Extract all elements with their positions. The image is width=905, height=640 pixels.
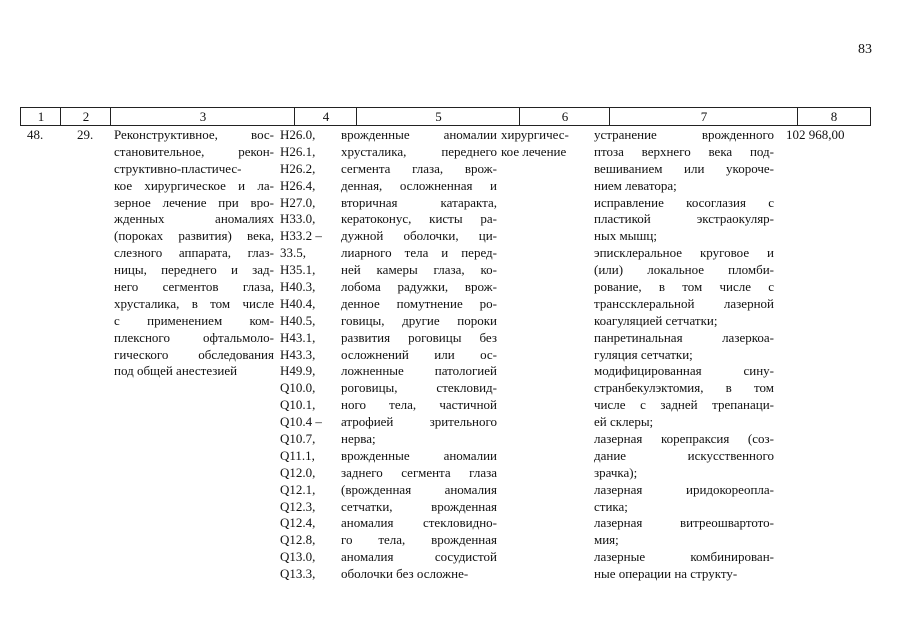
cell-method bbox=[594, 127, 774, 583]
cell-line bbox=[341, 347, 497, 364]
cell-line-text: нерва; bbox=[341, 431, 376, 447]
cell-line bbox=[594, 380, 774, 397]
cell-line-text: пластикой экстраокуляр- bbox=[594, 211, 774, 227]
header-col-6: 6 bbox=[519, 107, 610, 126]
cell-line bbox=[594, 262, 774, 279]
cell-line-text: врожденные аномалии bbox=[341, 447, 497, 463]
cell-line-text: (врожденная аномалия bbox=[341, 481, 497, 497]
cell-line-text: H43.3, bbox=[280, 346, 316, 362]
cell-line-text: H27.0, bbox=[280, 194, 316, 210]
cell-line-text: модифицированная сину- bbox=[594, 363, 774, 379]
cell-line-text: H40.5, bbox=[280, 312, 316, 328]
cell-line-text: устранение врожденного bbox=[594, 127, 774, 142]
cell-line-text: гического обследования bbox=[114, 346, 274, 362]
cell-line bbox=[501, 144, 587, 161]
cell-line-text: Q11.1, bbox=[280, 447, 315, 463]
cell-line bbox=[280, 431, 334, 448]
cell-line-text: под общей анестезией bbox=[114, 363, 238, 379]
cell-line bbox=[280, 127, 334, 144]
cell-line-text: кое лечение bbox=[501, 143, 567, 159]
cell-line bbox=[114, 347, 274, 364]
cell-line-text: ницы, переднего и зад- bbox=[114, 262, 274, 278]
cell-line bbox=[280, 397, 334, 414]
cell-line bbox=[594, 549, 774, 566]
cell-text: 48. bbox=[27, 127, 44, 142]
cell-line-text: H43.1, bbox=[280, 329, 316, 345]
cell-line bbox=[594, 279, 774, 296]
cell-line-text: осложнений или ос- bbox=[341, 346, 497, 362]
cell-line-text: оболочки без осложне- bbox=[341, 566, 469, 582]
cell-line-text: лазерная корепраксия (соз- bbox=[594, 431, 774, 447]
cell-line-text: ложненные патологией bbox=[341, 363, 497, 379]
cell-line-text: мия; bbox=[594, 532, 619, 548]
cell-line bbox=[280, 144, 334, 161]
cell-line-text: денное помутнение ро- bbox=[341, 295, 497, 311]
header-col-4: 4 bbox=[294, 107, 357, 126]
cell-line-text: H26.2, bbox=[280, 160, 316, 176]
cell-line-text: аномалия стекловидно- bbox=[341, 515, 497, 531]
cell-line bbox=[594, 127, 774, 144]
cell-line bbox=[341, 566, 497, 583]
cell-line-text: (или) локальное пломби- bbox=[594, 262, 774, 278]
cell-line-text: Q10.0, bbox=[280, 380, 316, 396]
cell-line bbox=[341, 363, 497, 380]
cell-line bbox=[341, 499, 497, 516]
header-col-1: 1 bbox=[20, 107, 61, 126]
cell-line-text: (пороках развития) века, bbox=[114, 228, 274, 244]
cell-line-text: Q12.0, bbox=[280, 464, 316, 480]
cell-line-text: Q13.0, bbox=[280, 549, 316, 565]
cell-line bbox=[341, 532, 497, 549]
cell-line-text: Q13.3, bbox=[280, 566, 316, 582]
cell-line-text: исправление косоглазия с bbox=[594, 194, 774, 210]
cell-line-text: денная, осложненная и bbox=[341, 177, 497, 193]
cell-line bbox=[341, 262, 497, 279]
cell-line-text: заднего сегмента глаза bbox=[341, 464, 497, 480]
cell-line-text: развития роговицы без bbox=[341, 329, 497, 345]
cell-line bbox=[280, 296, 334, 313]
header-col-3: 3 bbox=[110, 107, 295, 126]
cell-treatment-type bbox=[501, 127, 587, 161]
cell-line-text: структивно-пластичес- bbox=[114, 160, 242, 176]
cell-diagnosis bbox=[341, 127, 497, 583]
cell-line-text: Q10.7, bbox=[280, 431, 316, 447]
cell-treatment-name bbox=[114, 127, 274, 380]
cell-icd-codes bbox=[280, 127, 334, 583]
cell-text: 102 968,00 bbox=[786, 127, 845, 142]
cell-line-text: Q12.8, bbox=[280, 532, 316, 548]
cell-line bbox=[594, 397, 774, 414]
cell-line bbox=[594, 211, 774, 228]
header-col-5: 5 bbox=[356, 107, 520, 126]
cell-line bbox=[594, 431, 774, 448]
cell-line-text: хирургичес- bbox=[501, 127, 569, 142]
cell-line bbox=[280, 262, 334, 279]
cell-line bbox=[594, 482, 774, 499]
cell-line-text: Q12.3, bbox=[280, 498, 316, 514]
cell-line-text: хрусталика, в том числе bbox=[114, 295, 274, 311]
cell-line-text: панретинальная лазеркоа- bbox=[594, 329, 774, 345]
cell-line-text: ного тела, частичной bbox=[341, 397, 497, 413]
header-col-7: 7 bbox=[609, 107, 798, 126]
cell-line-text: становительное, рекон- bbox=[114, 143, 274, 159]
cell-line bbox=[594, 363, 774, 380]
cell-line-text: вешиванием или укороче- bbox=[594, 160, 774, 176]
cell-line-text: лобома радужки, врож- bbox=[341, 279, 497, 295]
cell-line bbox=[341, 178, 497, 195]
cell-line-text: птоза верхнего века под- bbox=[594, 143, 774, 159]
cell-line bbox=[341, 279, 497, 296]
cell-line-text: стика; bbox=[594, 498, 628, 514]
cell-line-text: ей склеры; bbox=[594, 414, 654, 430]
cell-line bbox=[114, 279, 274, 296]
cell-line-text: Q12.4, bbox=[280, 515, 316, 531]
cell-line-text: слезного аппарата, глаз- bbox=[114, 245, 274, 261]
cell-line bbox=[341, 296, 497, 313]
cell-line bbox=[594, 347, 774, 364]
cell-line bbox=[114, 161, 274, 178]
cell-line bbox=[594, 499, 774, 516]
cell-line bbox=[341, 195, 497, 212]
cell-line bbox=[341, 482, 497, 499]
cell-line-text: говицы, другие пороки bbox=[341, 312, 497, 328]
cell-line-text: H35.1, bbox=[280, 262, 316, 278]
cell-line bbox=[280, 161, 334, 178]
cell-line bbox=[594, 515, 774, 532]
cell-line bbox=[594, 144, 774, 161]
cell-line bbox=[280, 245, 334, 262]
cell-line bbox=[341, 465, 497, 482]
cell-line-text: лазерная иридокореопла- bbox=[594, 481, 774, 497]
cell-line-text: H26.0, bbox=[280, 127, 316, 142]
cell-line-text: странбекулэктомия, в том bbox=[594, 380, 774, 396]
cell-line bbox=[280, 549, 334, 566]
cell-line-text: плексного офтальмоло- bbox=[114, 329, 274, 345]
cell-item-number bbox=[77, 127, 107, 144]
cell-line-text: кератоконус, кисты ра- bbox=[341, 211, 497, 227]
cell-line bbox=[341, 431, 497, 448]
cell-line-text: с применением ком- bbox=[114, 312, 274, 328]
cell-line-text: лазерная витреошвартото- bbox=[594, 515, 774, 531]
cell-line-text: рование, в том числе с bbox=[594, 279, 774, 295]
cell-line bbox=[280, 195, 334, 212]
cell-line bbox=[114, 313, 274, 330]
cell-line-text: него сегментов глаза, bbox=[114, 279, 274, 295]
cell-line bbox=[280, 482, 334, 499]
cell-line bbox=[280, 499, 334, 516]
cell-line-text: H26.4, bbox=[280, 177, 316, 193]
cell-line bbox=[280, 313, 334, 330]
cell-line bbox=[114, 262, 274, 279]
cell-line-text: H40.4, bbox=[280, 295, 316, 311]
cell-line bbox=[280, 279, 334, 296]
cell-line-text: лазерные комбинирован- bbox=[594, 549, 774, 565]
cell-line bbox=[280, 211, 334, 228]
cell-line bbox=[280, 515, 334, 532]
cell-line-text: H33.0, bbox=[280, 211, 316, 227]
cell-line-text: ные операции на структу- bbox=[594, 566, 738, 582]
cell-line-text: ных мышц; bbox=[594, 228, 657, 244]
cell-line bbox=[594, 195, 774, 212]
cell-line-text: H26.1, bbox=[280, 143, 316, 159]
cell-line bbox=[501, 127, 587, 144]
cell-line-text: го тела, врожденная bbox=[341, 532, 497, 548]
page-number: 83 bbox=[858, 42, 872, 57]
cell-line-text: лиарного тела и перед- bbox=[341, 245, 497, 261]
cell-line bbox=[341, 144, 497, 161]
cell-line-text: врожденные аномалии bbox=[341, 127, 497, 142]
cell-line-text: 33.5, bbox=[280, 245, 306, 261]
cell-line bbox=[594, 448, 774, 465]
cell-line bbox=[594, 228, 774, 245]
header-col-8: 8 bbox=[797, 107, 871, 126]
cell-line bbox=[594, 532, 774, 549]
cell-line bbox=[280, 228, 334, 245]
cell-line-text: Q12.1, bbox=[280, 481, 316, 497]
cell-line-text: транссклеральной лазерной bbox=[594, 295, 774, 311]
cell-line-text: сетчатки, врожденная bbox=[341, 498, 497, 514]
cell-line-text: Реконструктивное, вос- bbox=[114, 127, 274, 142]
cell-line-text: атрофией зрительного bbox=[341, 414, 497, 430]
cell-line bbox=[280, 414, 334, 431]
cell-line-text: H49.9, bbox=[280, 363, 316, 379]
cell-line bbox=[341, 397, 497, 414]
cell-line bbox=[114, 245, 274, 262]
cell-line-text: гуляция сетчатки; bbox=[594, 346, 693, 362]
cell-line bbox=[280, 566, 334, 583]
cell-text: 29. bbox=[77, 127, 94, 142]
cell-line bbox=[280, 532, 334, 549]
cell-line-text: коагуляцией сетчатки; bbox=[594, 312, 718, 328]
cell-line-text: зрачка); bbox=[594, 464, 638, 480]
cell-line bbox=[280, 330, 334, 347]
cell-line bbox=[341, 380, 497, 397]
cell-line bbox=[594, 313, 774, 330]
cell-line bbox=[341, 549, 497, 566]
cell-line-text: жденных аномалиях bbox=[114, 211, 274, 227]
cell-line bbox=[594, 296, 774, 313]
cell-line bbox=[341, 127, 497, 144]
cell-line-text: H33.2 – bbox=[280, 228, 322, 244]
cell-line-text: роговицы, стекловид- bbox=[341, 380, 497, 396]
cell-line-text: вторичная катаракта, bbox=[341, 194, 497, 210]
cell-line bbox=[341, 228, 497, 245]
cell-line-text: Q10.4 – bbox=[280, 414, 322, 430]
cell-line-text: числе с задней трепанаци- bbox=[594, 397, 774, 413]
cell-line bbox=[341, 211, 497, 228]
cell-line-text: аномалия сосудистой bbox=[341, 549, 497, 565]
cell-line bbox=[114, 144, 274, 161]
cell-cost bbox=[786, 127, 856, 144]
cell-line-text: ней камеры глаза, ко- bbox=[341, 262, 497, 278]
cell-line bbox=[280, 363, 334, 380]
cell-line bbox=[114, 330, 274, 347]
cell-line-text: дужной оболочки, ци- bbox=[341, 228, 497, 244]
cell-line bbox=[341, 313, 497, 330]
cell-line-text: Q10.1, bbox=[280, 397, 316, 413]
cell-line-text: эписклеральное круговое и bbox=[594, 245, 774, 261]
cell-row-number bbox=[27, 127, 57, 144]
cell-line-text: зерное лечение при вро- bbox=[114, 194, 274, 210]
cell-line bbox=[114, 195, 274, 212]
cell-line bbox=[114, 178, 274, 195]
cell-line bbox=[341, 245, 497, 262]
cell-line bbox=[341, 448, 497, 465]
cell-line bbox=[594, 566, 774, 583]
cell-line-text: нием леватора; bbox=[594, 177, 677, 193]
header-col-2: 2 bbox=[60, 107, 111, 126]
cell-line bbox=[280, 465, 334, 482]
cell-line bbox=[594, 245, 774, 262]
cell-line-text: хрусталика, переднего bbox=[341, 143, 497, 159]
cell-line bbox=[114, 127, 274, 144]
cell-line bbox=[341, 515, 497, 532]
cell-line bbox=[594, 414, 774, 431]
cell-line bbox=[594, 465, 774, 482]
cell-line bbox=[114, 363, 274, 380]
cell-line bbox=[280, 347, 334, 364]
cell-line-text: H40.3, bbox=[280, 279, 316, 295]
cell-line bbox=[594, 330, 774, 347]
cell-line bbox=[341, 330, 497, 347]
cell-line bbox=[280, 178, 334, 195]
cell-line-text: дание искусственного bbox=[594, 447, 774, 463]
cell-line bbox=[341, 414, 497, 431]
cell-line bbox=[594, 161, 774, 178]
cell-line-text: кое хирургическое и ла- bbox=[114, 177, 274, 193]
cell-line bbox=[341, 161, 497, 178]
cell-line bbox=[114, 228, 274, 245]
cell-line bbox=[280, 380, 334, 397]
cell-line bbox=[114, 296, 274, 313]
cell-line bbox=[114, 211, 274, 228]
cell-line-text: сегмента глаза, врож- bbox=[341, 160, 497, 176]
cell-line bbox=[594, 178, 774, 195]
cell-line bbox=[280, 448, 334, 465]
